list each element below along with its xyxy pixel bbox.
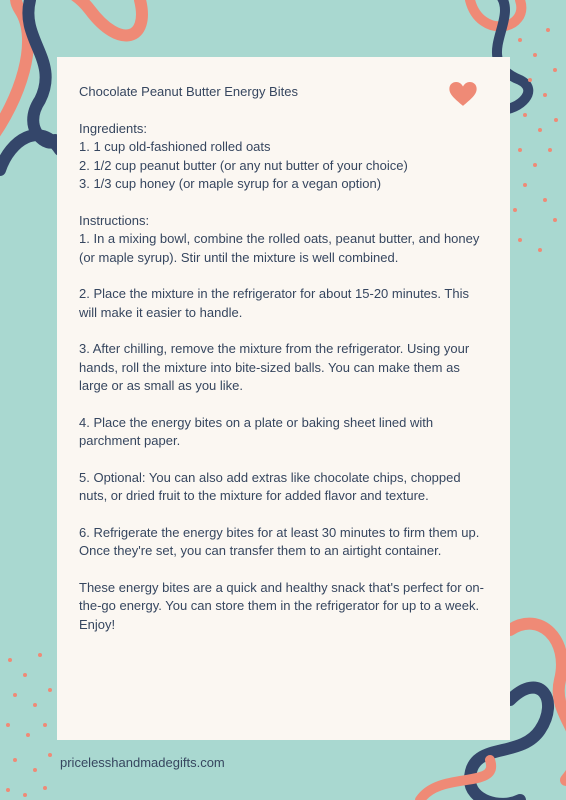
- ingredients-heading: Ingredients:: [79, 120, 147, 136]
- top-left-navy-swirl-2: [0, 135, 60, 170]
- list-item: 2. 1/2 cup peanut butter (or any nut butter of your choice): [79, 157, 408, 173]
- instruction-step: 4. Place the energy bites on a plate or baking sheet lined with parchment paper.: [79, 414, 434, 448]
- recipe-title: Chocolate Peanut Butter Energy Bites: [79, 84, 298, 99]
- closing-note: These energy bites are a quick and healthy snack that's perfect for on-the-go energy. You can store them in the refrigerator for up to a week. Enjoy!: [79, 579, 484, 632]
- top-left-navy-swirl: [28, 0, 55, 143]
- instruction-step: 1. In a mixing bowl, combine the rolled oats, peanut butter, and honey (or maple syrup). Stir until the mixture is well combined.: [79, 231, 480, 265]
- list-item: 3. 1/3 cup honey (or maple syrup for a vegan option): [79, 176, 382, 191]
- heart-icon: [449, 82, 477, 107]
- instruction-step: 2. Place the mixture in the refrigerator for about 15-20 minutes. This will make it easier to handle.: [79, 286, 469, 320]
- bottom-right-coral-swirl: [510, 624, 566, 780]
- top-right-coral-swirl: [470, 0, 521, 26]
- list-item: 1. 1 cup old-fashioned rolled oats: [79, 139, 271, 154]
- instruction-step: 3. After chilling, remove the mixture from the refrigerator. Using your hands, roll the mixture into bite-sized balls. You can make them as large or as small as you like.: [79, 341, 470, 393]
- instruction-step: 5. Optional: You can also add extras like chocolate chips, chopped nuts, or dried fruit to the mixture for added flavor and texture.: [79, 469, 461, 503]
- ingredients-list: [79, 138, 488, 194]
- recipe-card: [57, 57, 510, 740]
- instruction-step: 6. Refrigerate the energy bites for at least 30 minutes to firm them up. Once they're set, you can transfer them to an airtight container.: [79, 524, 480, 558]
- bottom-left-dots: [6, 653, 52, 797]
- instructions-heading: Instructions:: [79, 212, 150, 228]
- footer-website: pricelesshandmadegifts.com: [60, 755, 225, 770]
- top-right-dots: [513, 28, 558, 252]
